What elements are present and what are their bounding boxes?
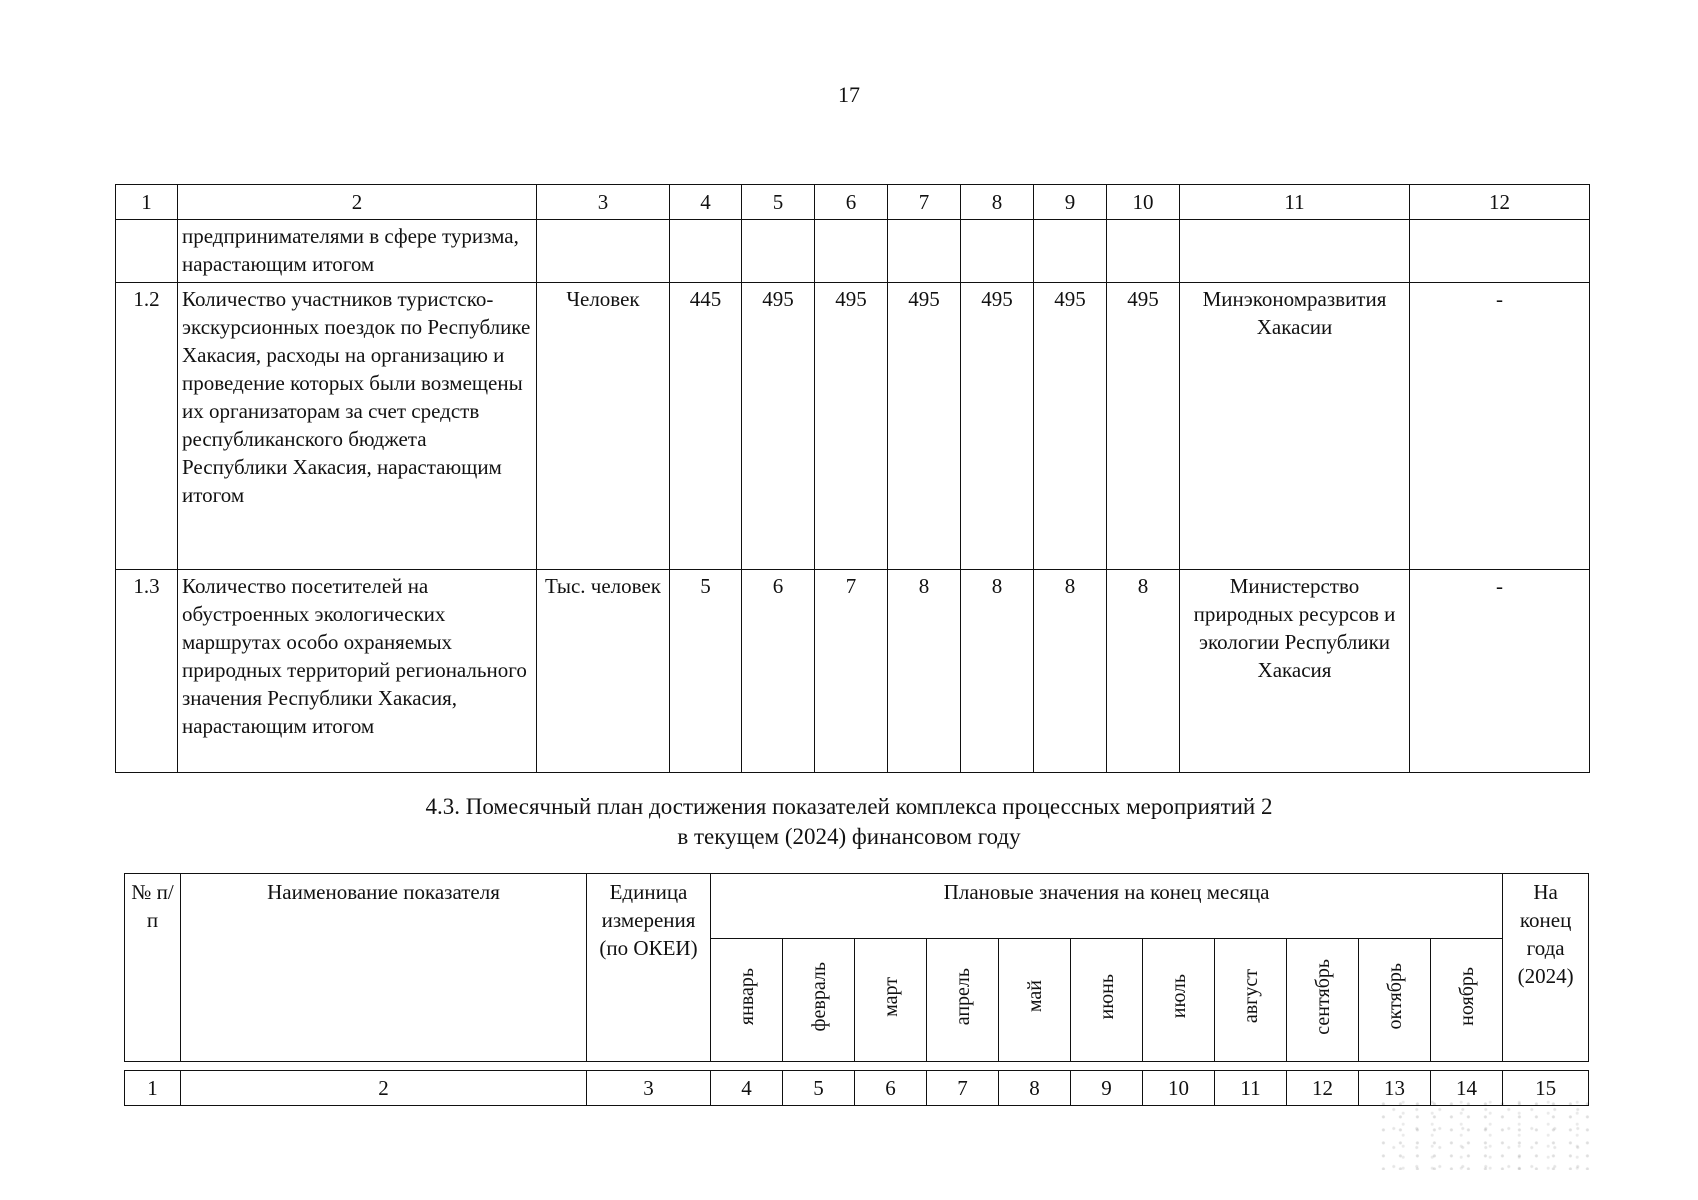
column-number-cell: 2 [181,1071,587,1106]
month-label: сентябрь [1311,958,1334,1035]
header-planned-cell: Плановые значения на конец месяца [711,874,1503,939]
value-cell: 495 [1107,283,1180,570]
column-number-row [125,1071,1589,1106]
table-row [116,283,1590,570]
value-cell: 5 [670,570,742,773]
column-number-cell: 8 [999,1071,1071,1106]
month-cell [711,939,783,1062]
column-number-cell: 1 [116,185,178,220]
value-cell: 8 [1034,570,1107,773]
table-row [116,570,1590,773]
row-number-cell: 1.2 [116,283,178,570]
header-year-end-cell: На конец года (2024) [1503,874,1589,1062]
column-number-cell: 5 [783,1071,855,1106]
column-number-cell: 2 [178,185,537,220]
section-title-line: 4.3. Помесячный план достижения показателей комплекса процессных мероприятий 2 [425,794,1273,819]
unit-cell: Человек [537,283,670,570]
indicator-name-cell: Количество участников туристско-экскурсионных поездок по Республике Хакасия, расходы на организацию и проведение которых были возмещены их организаторам за счет средств республиканского бюджета Республики Хакасия, нарастающим итогом [178,283,537,570]
column-number-cell: 4 [670,185,742,220]
header-num-cell: № п/п [125,874,181,1062]
month-cell [855,939,927,1062]
value-cell: 6 [742,570,815,773]
month-cell [1287,939,1359,1062]
value-cell: 495 [961,283,1034,570]
column-number-cell: 11 [1215,1071,1287,1106]
month-cell [1431,939,1503,1062]
scan-artifact [1380,1100,1590,1170]
month-label: август [1239,969,1262,1024]
column-number-cell: 15 [1503,1071,1589,1106]
column-number-cell: 9 [1071,1071,1143,1106]
month-label: ноябрь [1455,967,1478,1026]
column-number-cell: 11 [1180,185,1410,220]
responsible-cell: Министерство природных ресурсов и экологии Республики Хакасия [1180,570,1410,773]
value-cell [1107,220,1180,283]
indicator-name-cell: Количество посетителей на обустроенных экологических маршрутах особо охраняемых природных территорий регионального значения Республики Хакасия, нарастающим итогом [178,570,537,773]
month-cell [1359,939,1431,1062]
value-cell: 8 [888,570,961,773]
column-number-cell: 12 [1287,1071,1359,1106]
monthly-plan-table [124,873,1589,1106]
divider-cell [125,1062,1589,1071]
section-title-line: в текущем (2024) финансовом году [677,824,1021,849]
header-unit-cell: Единица измерения (по ОКЕИ) [587,874,711,1062]
month-cell [999,939,1071,1062]
month-label: июнь [1095,973,1118,1020]
column-number-cell: 6 [855,1071,927,1106]
month-cell [783,939,855,1062]
month-label: февраль [807,961,830,1032]
month-cell [1071,939,1143,1062]
month-cell [927,939,999,1062]
column-number-cell: 10 [1107,185,1180,220]
header-row [125,874,1589,939]
value-cell: 445 [670,283,742,570]
column-number-cell: 10 [1143,1071,1215,1106]
month-label: март [879,976,902,1017]
note-cell [1410,220,1590,283]
column-number-cell: 4 [711,1071,783,1106]
section-title [0,792,1698,852]
value-cell: 8 [961,570,1034,773]
month-label: июль [1167,974,1190,1019]
month-label: май [1023,980,1046,1013]
column-number-cell: 1 [125,1071,181,1106]
unit-cell: Тыс. человек [537,570,670,773]
note-cell: - [1410,283,1590,570]
column-number-cell: 13 [1359,1071,1431,1106]
column-number-cell: 9 [1034,185,1107,220]
column-number-row [116,185,1590,220]
column-number-cell: 12 [1410,185,1590,220]
value-cell [670,220,742,283]
value-cell [742,220,815,283]
column-number-cell: 7 [888,185,961,220]
column-number-cell: 6 [815,185,888,220]
indicators-table [115,184,1590,773]
column-number-cell: 3 [587,1071,711,1106]
row-number-cell: 1.3 [116,570,178,773]
column-number-cell: 3 [537,185,670,220]
responsible-cell: Минэкономразвития Хакасии [1180,283,1410,570]
month-cell [1215,939,1287,1062]
indicator-name-cell: предпринимателями в сфере туризма, нарастающим итогом [178,220,537,283]
value-cell [888,220,961,283]
value-cell: 495 [1034,283,1107,570]
month-label: апрель [951,967,974,1026]
page-number: 17 [838,82,860,107]
value-cell: 8 [1107,570,1180,773]
value-cell: 495 [815,283,888,570]
column-number-cell: 8 [961,185,1034,220]
value-cell: 495 [888,283,961,570]
table-row [116,220,1590,283]
responsible-cell [1180,220,1410,283]
value-cell [815,220,888,283]
value-cell: 7 [815,570,888,773]
month-label: январь [735,967,758,1026]
column-number-cell: 7 [927,1071,999,1106]
month-label: октябрь [1383,963,1406,1030]
header-divider [125,1062,1589,1071]
column-number-cell: 5 [742,185,815,220]
value-cell: 495 [742,283,815,570]
note-cell: - [1410,570,1590,773]
unit-cell [537,220,670,283]
row-number-cell [116,220,178,283]
value-cell [961,220,1034,283]
header-name-cell: Наименование показателя [181,874,587,1062]
column-number-cell: 14 [1431,1071,1503,1106]
value-cell [1034,220,1107,283]
month-cell [1143,939,1215,1062]
